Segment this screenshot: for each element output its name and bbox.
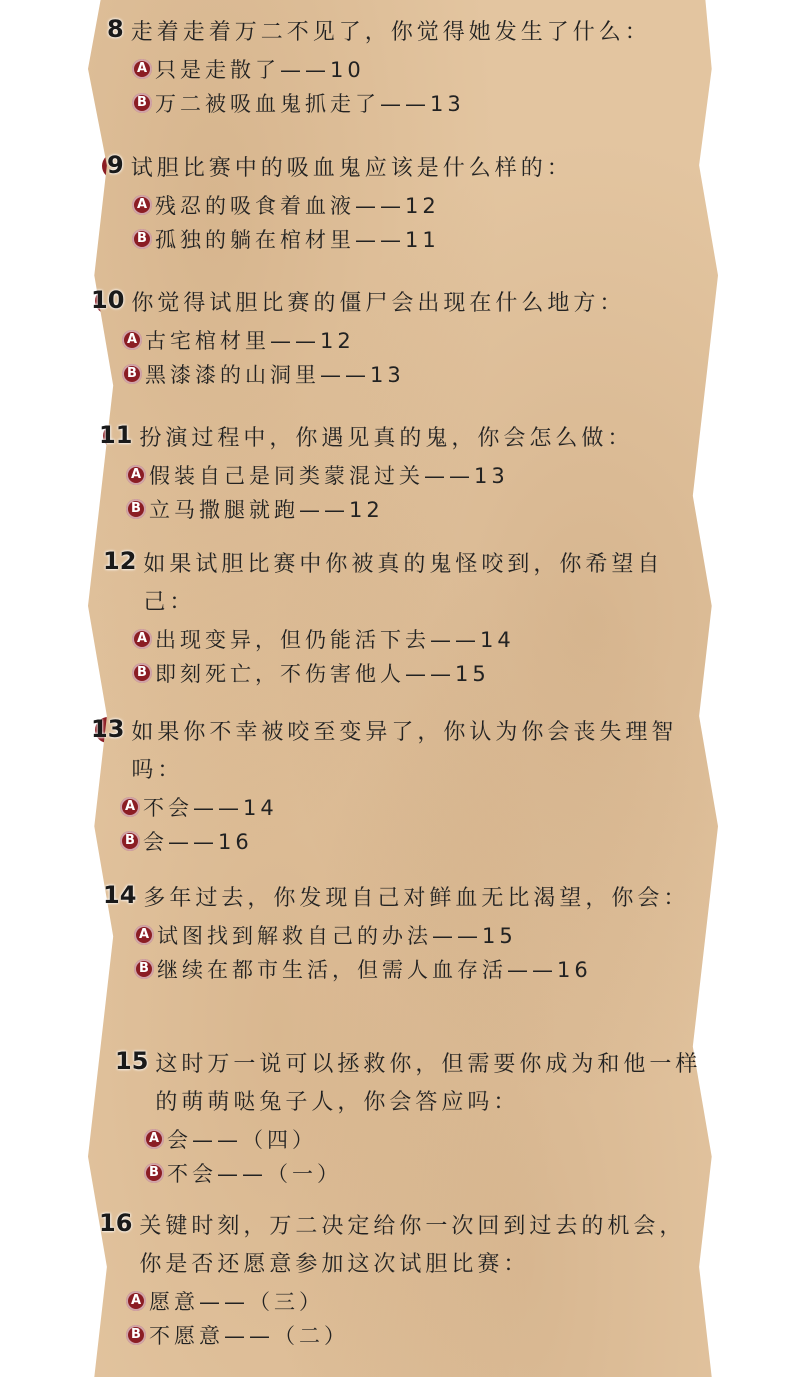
question-10 bbox=[88, 285, 698, 391]
option-b[interactable] bbox=[120, 824, 703, 858]
option-letter-badge: A bbox=[132, 195, 152, 215]
question-number: 10 bbox=[88, 285, 127, 315]
question-13 bbox=[88, 714, 703, 858]
option-a[interactable] bbox=[120, 790, 703, 824]
question-8 bbox=[104, 14, 714, 120]
question-number: 11 bbox=[96, 420, 135, 450]
option-letter-badge: A bbox=[126, 465, 146, 485]
option-a[interactable] bbox=[132, 188, 704, 222]
option-text: 假装自己是同类蒙混过关——13 bbox=[149, 464, 509, 488]
option-text: 会——16 bbox=[143, 830, 253, 854]
option-text: 只是走散了——10 bbox=[155, 58, 365, 82]
option-text: 出现变异，但仍能活下去——14 bbox=[155, 628, 515, 652]
option-b[interactable] bbox=[126, 1318, 711, 1352]
option-b[interactable] bbox=[122, 357, 698, 391]
question-number: 16 bbox=[96, 1208, 135, 1238]
question-text: 你觉得试胆比赛的僵尸会出现在什么地方： bbox=[131, 291, 626, 316]
option-text: 古宅棺材里——12 bbox=[145, 329, 355, 353]
option-text: 试图找到解救自己的办法——15 bbox=[157, 924, 517, 948]
question-number: 12 bbox=[100, 546, 139, 576]
option-letter-badge: B bbox=[126, 499, 146, 519]
option-text: 立马撒腿就跑——12 bbox=[149, 498, 384, 522]
question-text: 如果你不幸被咬至变异了，你认为你会丧失理智吗： bbox=[131, 720, 678, 783]
option-letter-badge: B bbox=[144, 1163, 164, 1183]
option-letter-badge: A bbox=[132, 629, 152, 649]
option-letter-badge: A bbox=[122, 330, 142, 350]
option-letter-badge: A bbox=[120, 797, 140, 817]
option-b[interactable] bbox=[132, 222, 704, 256]
question-11 bbox=[96, 420, 706, 526]
option-letter-badge: B bbox=[122, 364, 142, 384]
option-a[interactable] bbox=[132, 622, 700, 656]
question-number: 13 bbox=[88, 714, 127, 744]
option-text: 不愿意——（二） bbox=[149, 1324, 349, 1348]
option-letter-badge: B bbox=[120, 831, 140, 851]
option-text: 愿意——（三） bbox=[149, 1290, 324, 1314]
option-b[interactable] bbox=[132, 656, 700, 690]
question-number: 9 bbox=[104, 150, 127, 180]
question-number: 8 bbox=[104, 14, 127, 44]
option-a[interactable] bbox=[122, 323, 698, 357]
option-a[interactable] bbox=[126, 1284, 711, 1318]
option-a[interactable] bbox=[134, 918, 712, 952]
option-letter-badge: B bbox=[134, 959, 154, 979]
option-text: 不会——（一） bbox=[167, 1162, 342, 1186]
question-15 bbox=[112, 1046, 712, 1190]
question-text: 这时万一说可以拯救你，但需要你成为和他一样的萌萌哒兔子人，你会答应吗： bbox=[155, 1052, 702, 1115]
option-letter-badge: B bbox=[126, 1325, 146, 1345]
option-text: 不会——14 bbox=[143, 796, 278, 820]
option-text: 会——（四） bbox=[167, 1128, 317, 1152]
option-text: 继续在都市生活，但需人血存活——16 bbox=[157, 958, 592, 982]
question-text: 如果试胆比赛中你被真的鬼怪咬到，你希望自己： bbox=[143, 552, 664, 615]
option-text: 残忍的吸食着血液——12 bbox=[155, 194, 440, 218]
question-text: 多年过去，你发现自己对鲜血无比渴望，你会： bbox=[143, 886, 690, 911]
option-b[interactable] bbox=[144, 1156, 712, 1190]
option-text: 孤独的躺在棺材里——11 bbox=[155, 228, 440, 252]
option-letter-badge: A bbox=[134, 925, 154, 945]
option-a[interactable] bbox=[126, 458, 706, 492]
option-a[interactable] bbox=[144, 1122, 712, 1156]
question-text: 试胆比赛中的吸血鬼应该是什么样的： bbox=[130, 156, 573, 181]
question-number: 15 bbox=[112, 1046, 151, 1076]
question-text: 扮演过程中，你遇见真的鬼，你会怎么做： bbox=[139, 426, 634, 451]
option-letter-badge: B bbox=[132, 229, 152, 249]
option-b[interactable] bbox=[126, 492, 706, 526]
question-number: 14 bbox=[100, 880, 139, 910]
question-9 bbox=[104, 150, 704, 256]
option-letter-badge: A bbox=[132, 59, 152, 79]
question-14 bbox=[100, 880, 712, 986]
question-16 bbox=[96, 1208, 711, 1352]
option-a[interactable] bbox=[132, 52, 714, 86]
option-letter-badge: A bbox=[144, 1129, 164, 1149]
option-text: 黑漆漆的山洞里——13 bbox=[145, 363, 405, 387]
option-letter-badge: A bbox=[126, 1291, 146, 1311]
option-b[interactable] bbox=[132, 86, 714, 120]
question-12 bbox=[100, 546, 700, 690]
question-text: 走着走着万二不见了，你觉得她发生了什么： bbox=[130, 20, 651, 45]
option-b[interactable] bbox=[134, 952, 712, 986]
option-text: 万二被吸血鬼抓走了——13 bbox=[155, 92, 465, 116]
option-text: 即刻死亡，不伤害他人——15 bbox=[155, 662, 490, 686]
question-text: 关键时刻，万二决定给你一次回到过去的机会，你是否还愿意参加这次试胆比赛： bbox=[139, 1214, 686, 1277]
option-letter-badge: B bbox=[132, 663, 152, 683]
option-letter-badge: B bbox=[132, 93, 152, 113]
